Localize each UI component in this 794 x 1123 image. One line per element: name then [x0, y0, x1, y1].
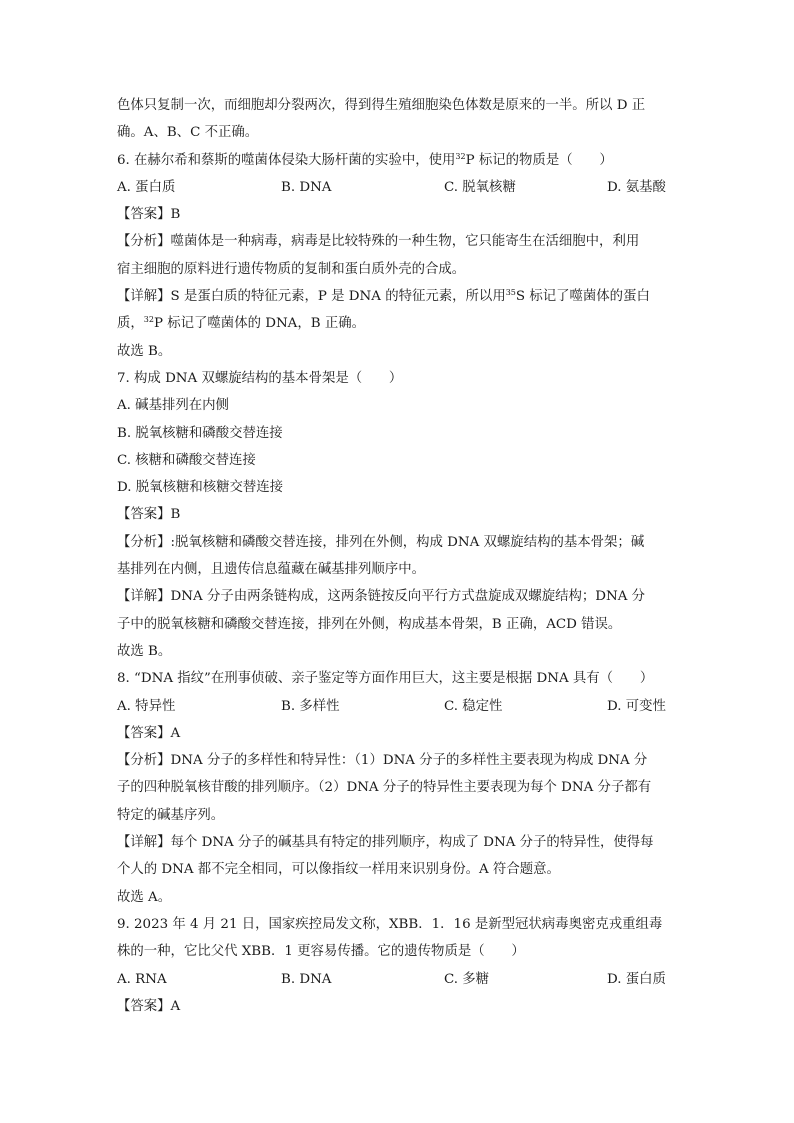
text-line	[117, 283, 672, 310]
text-line: 【答案】A	[117, 725, 181, 741]
option-item: B. 多样性	[281, 698, 340, 714]
text-line: 特定的碱基序列。	[117, 807, 225, 823]
text-line: 宿主细胞的原料进行遗传物质的复制和蛋白质外壳的合成。	[117, 261, 466, 277]
text-line: 基排列在内侧，且遗传信息蕴藏在碱基排列顺序中。	[117, 562, 425, 578]
text-segment: 6. 在赫尔希和蔡斯的噬菌体侵染大肠杆菌的实验中，使用	[117, 152, 456, 168]
text-line: C. 核糖和磷酸交替连接	[117, 452, 256, 468]
text-line: 子中的脱氧核糖和磷酸交替连接，排列在外侧，构成基本骨架，B 正确，ACD 错误。	[117, 616, 622, 632]
text-line: 【答案】B	[117, 207, 181, 223]
option-item: D. 氨基酸	[607, 179, 666, 195]
text-line: 确。A、B、C 不正确。	[117, 125, 259, 141]
text-line: 7. 构成 DNA 双螺旋结构的基本骨架是（ ）	[117, 370, 403, 386]
text-line: 故选 A。	[117, 889, 172, 905]
text-segment: S 标记了噬菌体的蛋白	[515, 289, 650, 305]
text-line: A. 碱基排列在内侧	[117, 398, 229, 414]
option-item: C. 多糖	[444, 971, 490, 987]
text-line: 【分析】:脱氧核糖和磷酸交替连接，排列在外侧，构成 DNA 双螺旋结构的基本骨架；碱	[117, 534, 645, 550]
option-item: A. 蛋白质	[117, 179, 176, 195]
option-item: A. 特异性	[117, 698, 176, 714]
document-body	[117, 92, 672, 1020]
text-segment: 质，	[117, 316, 144, 332]
text-segment: 【详解】S 是蛋白质的特征元素，P 是 DNA 的特征元素，所以用	[117, 289, 506, 305]
text-line: 子的四种脱氧核苷酸的排列顺序。（2）DNA 分子的特异性主要表现为每个 DNA 分子都有	[117, 780, 652, 796]
option-item: C. 脱氧核糖	[444, 179, 516, 195]
text-line: B. 脱氧核糖和磷酸交替连接	[117, 425, 283, 441]
text-segment: P 标记的物质是（ ）	[465, 152, 613, 168]
text-line: 8. “DNA 指纹”在刑事侦破、亲子鉴定等方面作用巨大，这主要是根据 DNA 具有（ ）	[117, 671, 654, 687]
option-item: A. RNA	[117, 971, 167, 987]
text-line: 【详解】每个 DNA 分子的碱基具有特定的排列顺序，构成了 DNA 分子的特异性，使得每	[117, 835, 654, 851]
text-line: 株的一种，它比父代 XBB．1 更容易传播。它的遗传物质是（ ）	[117, 944, 525, 960]
text-line: D. 脱氧核糖和核糖交替连接	[117, 480, 284, 496]
text-line: 故选 B。	[117, 643, 172, 659]
options-row	[117, 693, 672, 720]
option-item: B. DNA	[281, 179, 332, 195]
options-row	[117, 966, 672, 993]
text-line: 【答案】A	[117, 998, 181, 1014]
text-line: 个人的 DNA 都不完全相同，可以像指纹一样用来识别身份。A 符合题意。	[117, 862, 560, 878]
text-line: 【答案】B	[117, 507, 181, 523]
option-item: D. 可变性	[607, 698, 666, 714]
text-line: 【详解】DNA 分子由两条链构成，这两条链按反向平行方式盘旋成双螺旋结构；DNA 分	[117, 589, 646, 605]
superscript: 35	[505, 288, 516, 298]
options-row	[117, 174, 672, 201]
option-item: C. 稳定性	[444, 698, 503, 714]
text-line	[117, 310, 672, 337]
superscript: 32	[455, 151, 466, 161]
text-line	[117, 147, 672, 174]
text-segment: P 标记了噬菌体的 DNA，B 正确。	[153, 316, 366, 332]
text-line: 故选 B。	[117, 343, 172, 359]
text-line: 色体只复制一次，而细胞却分裂两次，得到得生殖细胞染色体数是原来的一半。所以 D 正	[117, 98, 646, 113]
option-item: D. 蛋白质	[607, 971, 666, 987]
option-item: B. DNA	[281, 971, 332, 987]
text-line: 9. 2023 年 4 月 21 日，国家疾控局发文称，XBB．1．16 是新型冠状病毒奥密克戎重组毒	[117, 916, 663, 932]
superscript: 32	[143, 315, 154, 325]
text-line: 【分析】DNA 分子的多样性和特异性：（1）DNA 分子的多样性主要表现为构成 DNA 分	[117, 753, 648, 769]
text-line: 【分析】噬菌体是一种病毒，病毒是比较特殊的一种生物，它只能寄生在活细胞中，利用	[117, 234, 640, 250]
